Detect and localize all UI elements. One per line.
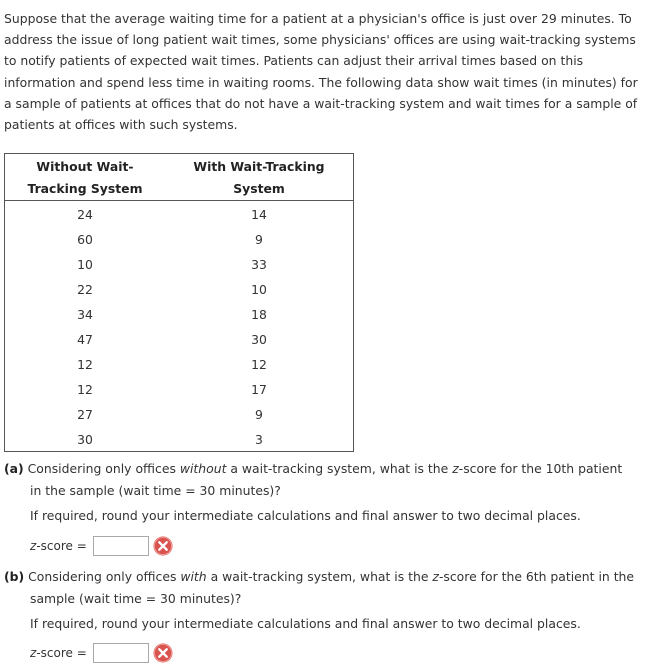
- table-row: [5, 227, 353, 252]
- cell-with: 3: [255, 432, 263, 447]
- table-row: [5, 352, 353, 377]
- cell-with: 12: [251, 357, 267, 372]
- table-row: [5, 252, 353, 277]
- cell-without: 22: [77, 282, 93, 297]
- table-row: [5, 277, 353, 302]
- table-row: [5, 402, 353, 427]
- cell-with: 30: [251, 332, 267, 347]
- answer-a-label: z-score =: [30, 539, 87, 553]
- cell-without: 10: [77, 257, 93, 272]
- question-a: [4, 458, 636, 527]
- answer-b-label: z-score =: [30, 646, 87, 660]
- header-with-tracking: With Wait-Tracking System: [193, 159, 325, 196]
- cell-without: 47: [77, 332, 93, 347]
- cell-with: 33: [251, 257, 267, 272]
- cell-without: 24: [77, 207, 93, 222]
- cell-without: 30: [77, 432, 93, 447]
- cell-with: 18: [251, 307, 267, 322]
- table-header: [5, 154, 353, 201]
- wait-times-table: [4, 153, 354, 452]
- table-row: [5, 427, 353, 452]
- table-row: [5, 302, 353, 327]
- cell-without: 12: [77, 357, 93, 372]
- answer-a-row: [30, 534, 173, 558]
- cell-without: 27: [77, 407, 93, 422]
- cell-with: 14: [251, 207, 267, 222]
- answer-b-row: [30, 641, 173, 665]
- cell-without: 60: [77, 232, 93, 247]
- incorrect-x-icon: [153, 536, 173, 556]
- z-score-input-b[interactable]: [93, 643, 149, 663]
- cell-without: 12: [77, 382, 93, 397]
- cell-with: 9: [255, 232, 263, 247]
- incorrect-x-icon: [153, 643, 173, 663]
- table-row: [5, 202, 353, 227]
- table-row: [5, 327, 353, 352]
- header-without-tracking: Without Wait- Tracking System: [27, 159, 143, 196]
- problem-intro: Suppose that the average waiting time for a patient at a physician's office is just over 29 minutes. To address the issue of long patient wait times, some physicians' offices are using wait-tracking systems to notify patients of expected wait times. Patients can adjust their arrival times based on this information and spend less time in waiting rooms. The following data show wait times (in minutes) for a sample of patients at offices that do not have a wait-tracking system and wait times for a sample of patients at offices with such systems.: [4, 11, 638, 133]
- question-b-note: If required, round your intermediate calculations and final answer to two decimal places.: [30, 616, 581, 631]
- question-b: [4, 566, 636, 635]
- table-body: [5, 202, 353, 452]
- cell-with: 17: [251, 382, 267, 397]
- cell-with: 10: [251, 282, 267, 297]
- cell-with: 9: [255, 407, 263, 422]
- question-a-text: (a) Considering only offices without a wait-tracking system, what is the z-score for the 10th patient in the sample (wait time = 30 minutes)?: [4, 461, 623, 498]
- z-score-input-a[interactable]: [93, 536, 149, 556]
- table-row: [5, 377, 353, 402]
- question-a-note: If required, round your intermediate calculations and final answer to two decimal places.: [30, 508, 581, 523]
- question-b-text: (b) Considering only offices with a wait-tracking system, what is the z-score for the 6th patient in the sample (wait time = 30 minutes)?: [4, 569, 635, 606]
- cell-without: 34: [77, 307, 93, 322]
